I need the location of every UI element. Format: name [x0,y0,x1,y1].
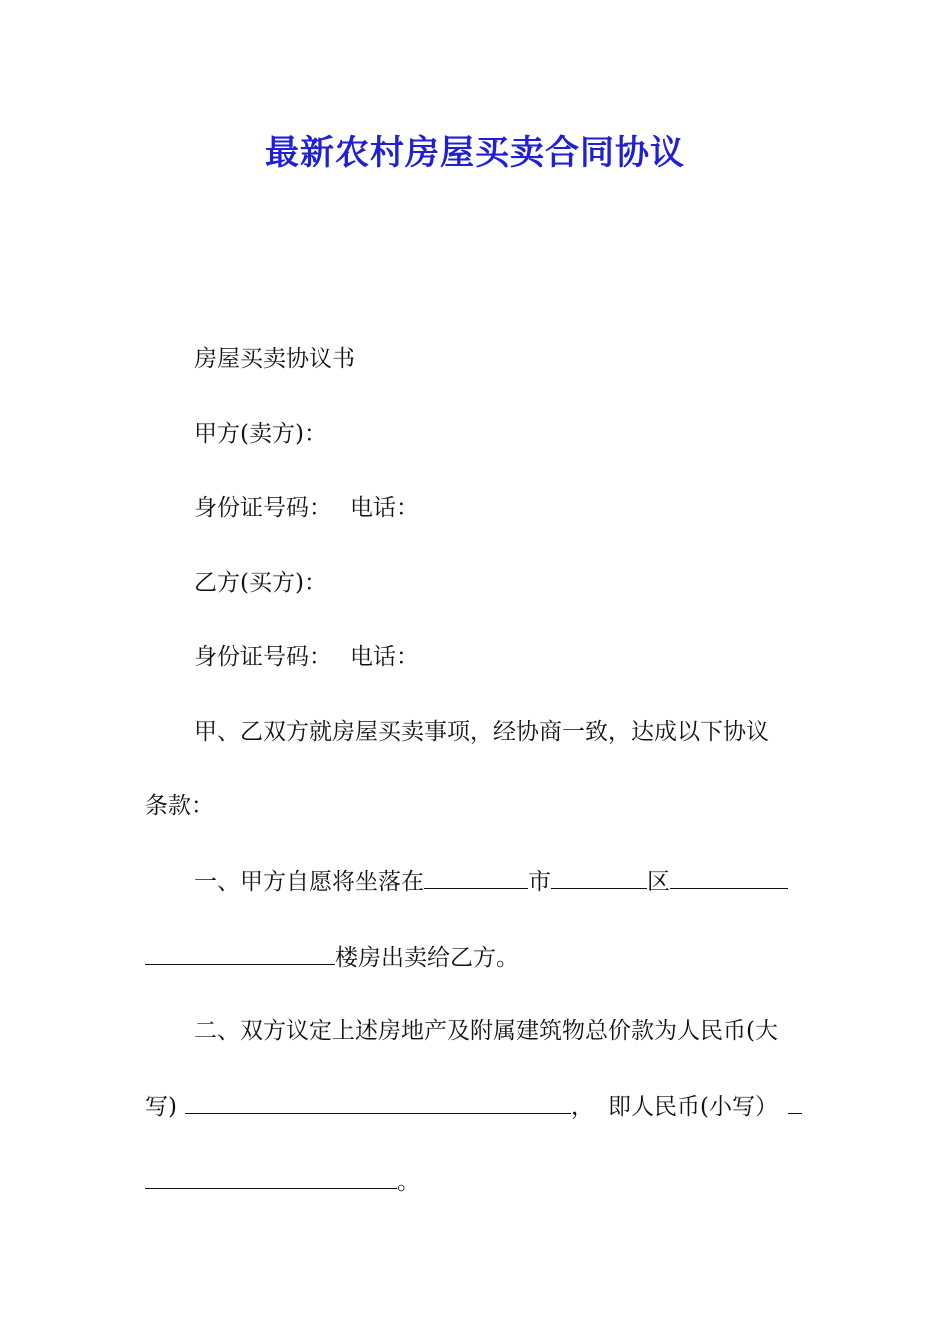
clause-2-upper-label: 写) [145,1094,177,1120]
party-a-contact-line [194,491,419,525]
blank-location [424,864,528,889]
clause-2-comma: ， [570,1094,594,1120]
blank-building [145,940,335,965]
party-b-phone-label: 电话： [350,644,419,670]
clause-1-district: 区 [647,869,670,895]
party-b-label: 乙方(买方)： [194,570,327,596]
clause-2-line3 [145,1164,420,1199]
clause-1-line1 [194,864,788,899]
intro-paragraph-line2: 条款： [145,793,214,819]
blank-amount-upper [185,1089,571,1114]
clause-1-city: 市 [528,869,551,895]
blank-amount-lower-start [788,1089,802,1114]
blank-amount-lower [145,1164,397,1189]
clause-2-lower-label: 即人民币(小写） [607,1094,778,1120]
party-a-phone-label: 电话： [350,495,419,521]
document-title: 最新农村房屋买卖合同协议 [265,133,685,173]
party-a-label: 甲方(卖方)： [194,421,327,447]
intro-paragraph-line1: 甲、乙双方就房屋买卖事项，经协商一致，达成以下协议 [194,719,769,745]
clause-2-end: 。 [397,1169,420,1195]
party-a-id-label: 身份证号码： [194,495,332,521]
clause-2-line2 [145,1089,802,1124]
party-b-contact-line [194,640,419,674]
clause-2-line1: 二、双方议定上述房地产及附属建筑物总价款为人民币(大 [194,1018,778,1044]
party-b-id-label: 身份证号码： [194,644,332,670]
clause-1-suffix: 楼房出卖给乙方。 [335,945,519,971]
blank-district [670,864,788,889]
blank-city [551,864,647,889]
agreement-heading: 房屋买卖协议书 [194,346,355,372]
clause-1-prefix: 一、甲方自愿将坐落在 [194,869,424,895]
clause-1-line2 [145,940,519,975]
